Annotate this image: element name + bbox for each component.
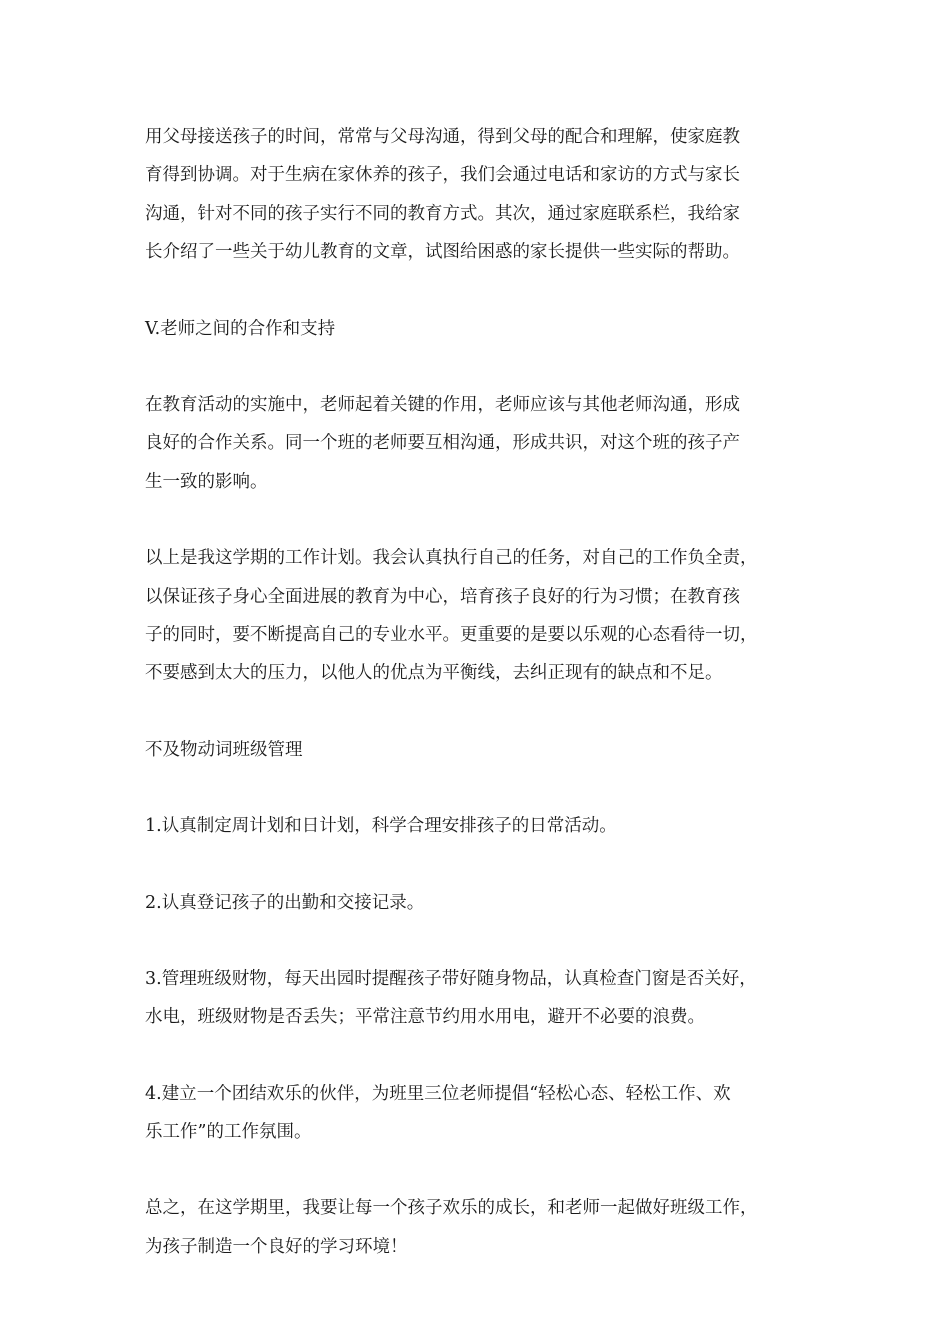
text-line: 以上是我这学期的工作计划。我会认真执行自己的任务，对自己的工作负全责， <box>145 548 758 569</box>
text-line: 良好的合作关系。同一个班的老师要互相沟通，形成共识，对这个班的孩子产 <box>145 433 740 454</box>
text-line: 总之，在这学期里，我要让每一个孩子欢乐的成长，和老师一起做好班级工作， <box>145 1198 758 1219</box>
list-item-2 <box>145 884 805 922</box>
section-heading-teacher-cooperation: V.老师之间的合作和支持 <box>145 318 336 339</box>
paragraph-conclusion <box>145 1189 805 1266</box>
text-line: 2.认真登记孩子的出勤和交接记录。 <box>145 892 425 913</box>
text-line: 在教育活动的实施中，老师起着关键的作用，老师应该与其他老师沟通，形成 <box>145 394 740 415</box>
text-line: 子的同时，要不断提高自己的专业水平。更重要的是要以乐观的心态看待一切， <box>145 624 758 645</box>
text-line: 水电，班级财物是否丢失；平常注意节约用水用电，避开不必要的浪费。 <box>145 1007 705 1028</box>
section-heading-class-management: 不及物动词班级管理 <box>145 739 303 760</box>
text-line: 乐工作”的工作氛围。 <box>145 1122 312 1143</box>
paragraph-work-plan-summary <box>145 539 805 693</box>
paragraph-teacher-cooperation <box>145 386 805 501</box>
text-line: 长介绍了一些关于幼儿教育的文章，试图给困惑的家长提供一些实际的帮助。 <box>145 242 740 263</box>
text-line: 生一致的影响。 <box>145 471 268 492</box>
text-line: 不要感到太大的压力，以他人的优点为平衡线，去纠正现有的缺点和不足。 <box>145 663 723 684</box>
text-line: 为孩子制造一个良好的学习环境！ <box>145 1236 408 1257</box>
text-line: 用父母接送孩子的时间，常常与父母沟通，得到父母的配合和理解，使家庭教 <box>145 127 740 147</box>
text-line: 育得到协调。对于生病在家休养的孩子，我们会通过电话和家访的方式与家长 <box>145 165 740 186</box>
list-item-4 <box>145 1075 805 1152</box>
text-line: 3.管理班级财物，每天出园时提醒孩子带好随身物品，认真检查门窗是否关好， <box>145 968 757 989</box>
list-item-1 <box>145 807 805 845</box>
paragraph-family-communication <box>145 118 805 272</box>
document-body <box>145 118 805 1304</box>
text-line: 沟通，针对不同的孩子实行不同的教育方式。其次，通过家庭联系栏，我给家 <box>145 203 740 224</box>
text-line: 以保证孩子身心全面进展的教育为中心，培育孩子良好的行为习惯；在教育孩 <box>145 586 740 607</box>
list-item-3 <box>145 960 805 1037</box>
text-line: 4.建立一个团结欢乐的伙伴，为班里三位老师提倡“轻松心态、轻松工作、欢 <box>145 1083 731 1104</box>
text-line: 1.认真制定周计划和日计划，科学合理安排孩子的日常活动。 <box>145 816 617 837</box>
